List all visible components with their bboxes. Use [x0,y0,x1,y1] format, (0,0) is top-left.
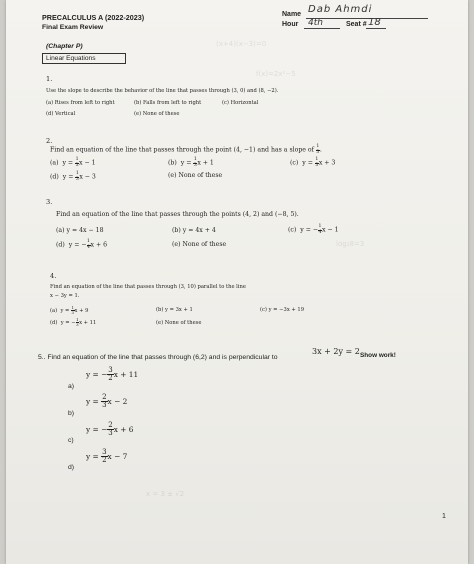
question-2-slope-fraction: $\frac{1}{3}$ [316,144,320,155]
question-5-option-a: y = − $\frac{3}{2}$ x + 11 [86,366,139,383]
question-2-option-e: (e) None of these [168,172,223,179]
question-2-prompt-text: Find an equation of the line that passes through the point (4, −1) and has a slope of [50,146,314,154]
bleed-through-mark: x = 3 ± √2 [146,490,185,498]
page-subtitle: Final Exam Review [42,24,104,31]
question-1-option-a: (a) Rises from left to right [46,100,115,106]
page-number: 1 [442,513,446,520]
question-2-prompt: Find an equation of the line that passes through the point (4, −1) and has a slope of $\frac{1}{3}$ . [50,144,322,155]
chapter-label: (Chapter P) [46,43,83,50]
course-title: PRECALCULUS A (2022-2023) [42,13,145,22]
seat-underline [366,28,386,29]
question-3-number: 3. [46,198,53,206]
question-3-option-b: (b) y = 4x + 4 [172,227,216,234]
question-5-option-a-label: a) [68,383,75,390]
seat-label: Seat # [346,21,367,28]
question-5-option-d: y = $\frac{3}{2}$ x − 7 [86,448,128,465]
question-4-number: 4. [50,272,57,280]
name-underline [306,18,428,19]
hour-label: Hour [282,21,299,28]
question-3-prompt: Find an equation of the line that passes through the points (4, 2) and (−8, 5). [56,211,299,218]
question-4-option-d: (d) y = − $\frac{1}{3}$ x + 11 [50,317,97,327]
question-2-option-d: (d) y = $\frac{1}{3}$ x − 3 [50,171,96,182]
question-4-option-e: (e) None of these [156,320,202,326]
question-5-given-equation: 3x + 2y = 2 [312,347,360,356]
question-5-prompt: 5.. Find an equation of the line that passes through (6,2) and is perpendicular to [38,354,278,361]
name-label: Name [282,11,302,18]
question-2-option-c: (c) y = $\frac{1}{3}$ x + 3 [290,157,336,168]
question-4-prompt-line1: Find an equation of the line that passes through (3, 10) parallel to the line [50,284,246,290]
question-5-option-b: y = $\frac{2}{3}$ x − 2 [86,393,128,410]
hour-underline [304,28,340,29]
question-3-option-e: (e) None of these [172,241,227,248]
question-4-option-c: (c) y = −3x + 19 [260,307,304,313]
question-3-option-d: (d) y = − $\frac{1}{4}$ x + 6 [56,239,108,250]
seat-handwritten: 18 [368,17,381,28]
question-1-prompt: Use the slope to describe the behavior of the line that passes through (3, 0) and (8, −2). [46,88,279,94]
name-handwritten: Dab Ahmdi [308,4,373,15]
question-1-number: 1. [46,75,53,83]
bleed-through-mark: (x+4)(x−3)=0 [216,40,267,48]
question-3-option-a: (a) y = 4x − 18 [56,227,104,234]
question-2-option-a: (a) y = $\frac{1}{3}$ x − 1 [50,157,96,168]
question-1-option-b: (b) Falls from left to right [134,100,202,106]
bleed-through-mark: log₂8=3 [336,240,365,248]
question-5-option-c: y = − $\frac{2}{3}$ x + 6 [86,421,134,438]
question-5-number: 5. [38,354,44,361]
hour-handwritten: 4th [308,18,323,28]
question-1-option-c: (c) Horizontal [222,100,259,106]
question-2-option-b: (b) y = $\frac{1}{3}$ x + 1 [168,157,214,168]
show-work-note: Show work! [360,352,396,359]
bleed-through-mark: f(x)=2x²−5 [256,70,296,78]
exam-page [6,0,468,564]
question-4-prompt-line2: x − 3y = 1. [50,293,80,299]
topic-box: Linear Equations [42,53,126,64]
question-4-option-a: (a) y = $\frac{1}{3}$ x + 9 [50,305,89,315]
question-4-option-b: (b) y = 3x + 1 [156,307,193,313]
question-3-option-c: (c) y = − $\frac{1}{4}$ x − 1 [288,224,339,235]
question-1-option-e: (e) None of these [134,111,180,117]
question-1-option-d: (d) Vertical [46,111,76,117]
question-5-option-d-label: d) [68,464,75,471]
question-5-option-c-label: c) [68,437,74,444]
question-5-option-b-label: b) [68,410,75,417]
question-2-number: 2. [46,137,53,145]
